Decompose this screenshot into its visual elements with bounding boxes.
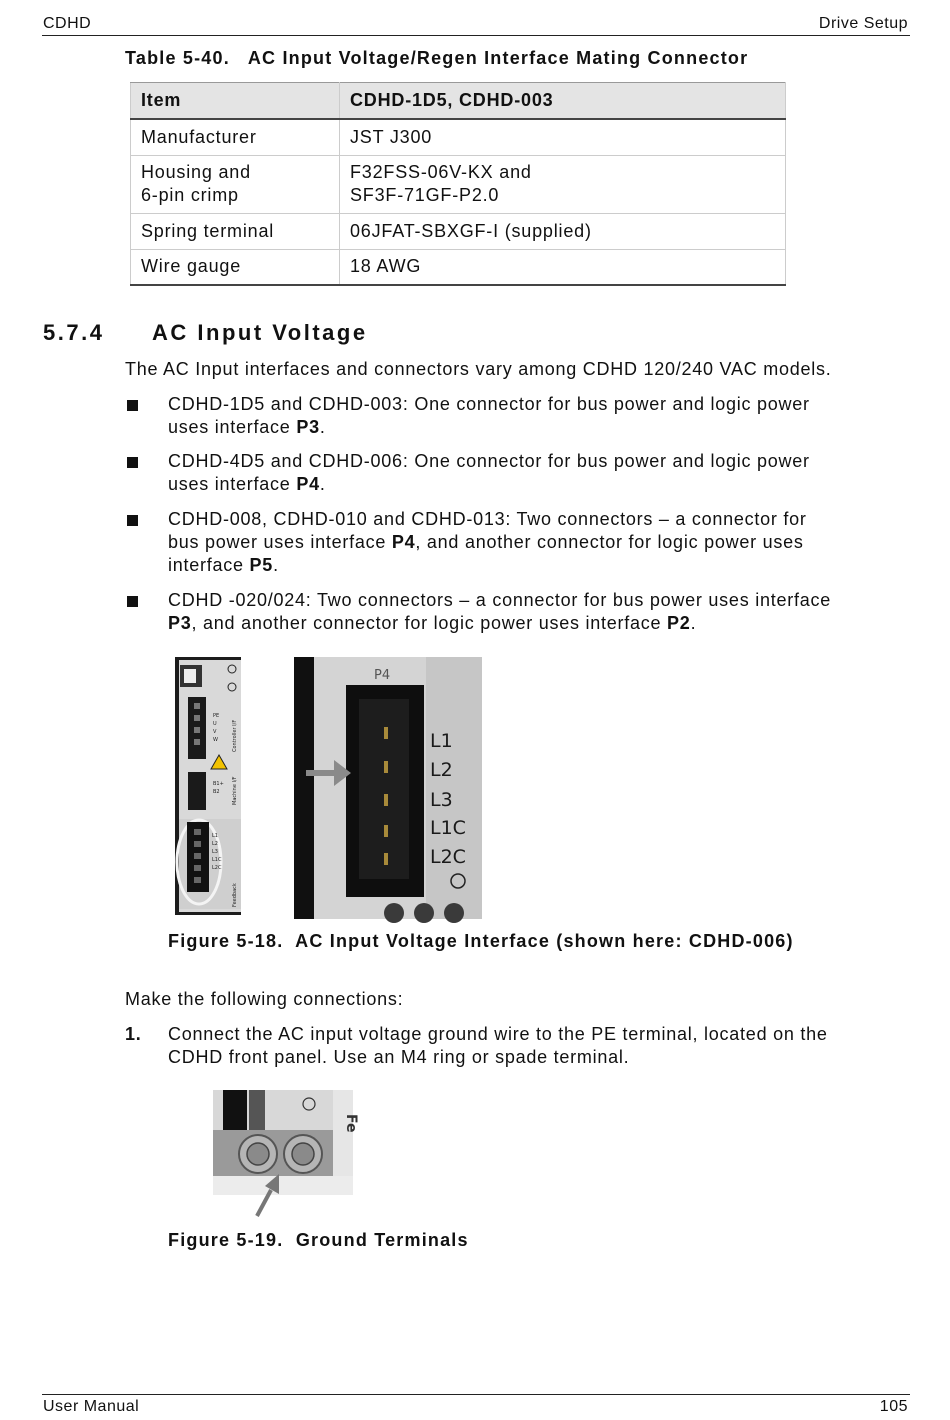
table-cell-line: F32FSS-06V-KX and: [350, 162, 532, 182]
connector-label: P4: [374, 668, 391, 683]
bullet-square-icon: [127, 400, 138, 411]
column-header-models: CDHD-1D5, CDHD-003: [340, 83, 786, 120]
panel-label: Machine I/F: [232, 776, 238, 805]
bullet-text: , and another connector for logic power uses interface: [191, 613, 668, 633]
table-cell-item: Manufacturer: [131, 119, 340, 155]
section-number: 5.7.4: [43, 320, 105, 345]
bullet-text: interface: [168, 555, 250, 575]
footer-rule: [42, 1394, 910, 1395]
step-text: [168, 1023, 928, 1069]
table-row: [131, 155, 786, 213]
panel-label: Controller I/F: [232, 719, 238, 752]
table-header-row: [131, 83, 786, 120]
table-caption: Table 5-40. AC Input Voltage/Regen Interface Mating Connector: [125, 48, 749, 68]
bullet-item: [168, 508, 928, 577]
running-header-left: CDHD: [43, 15, 92, 32]
pin-label: L3: [430, 789, 453, 811]
column-header-item: Item: [131, 83, 340, 120]
panel-label: L3: [212, 849, 218, 855]
table-cell-value: JST J300: [340, 119, 786, 155]
bullet-text: .: [319, 474, 326, 494]
mating-connector-table: [130, 82, 786, 286]
bullet-text: CDHD -020/024: Two connectors – a connector for bus power uses interface: [168, 590, 831, 610]
figure-caption: Figure 5-18. AC Input Voltage Interface (shown here: CDHD-006): [168, 931, 794, 951]
running-footer-left: User Manual: [43, 1398, 140, 1415]
table-row: [131, 249, 786, 285]
p4-connector-closeup-photo: [276, 657, 482, 919]
section-title: AC Input Voltage: [152, 320, 368, 345]
interface-ref: P4: [391, 532, 416, 552]
bullet-text: uses interface: [168, 417, 297, 437]
table-cell-item: Spring terminal: [131, 213, 340, 249]
feedback-label-fragment: Fe: [343, 1114, 359, 1133]
drive-front-panel-photo: [175, 657, 241, 915]
panel-label: PE: [213, 713, 220, 719]
panel-label: L2C: [212, 865, 222, 871]
step-number: 1.: [125, 1024, 142, 1044]
table-cell-line: SF3F-71GF-P2.0: [350, 185, 500, 205]
bullet-item: [168, 589, 928, 635]
pin-label: L2C: [430, 846, 466, 868]
pin-label: L1: [430, 730, 453, 752]
table-cell-line: Housing and: [141, 162, 251, 182]
panel-label: L1C: [212, 857, 222, 863]
table-cell-line: 6-pin crimp: [141, 185, 239, 205]
panel-label: W: [213, 737, 218, 743]
pin-label: L1C: [430, 817, 466, 839]
bullet-text: , and another connector for logic power uses: [415, 532, 804, 552]
bullet-text: .: [319, 417, 326, 437]
interface-ref: P5: [249, 555, 274, 575]
table-cell-value: 06JFAT-SBXGF-I (supplied): [340, 213, 786, 249]
panel-label: L1: [212, 833, 218, 839]
panel-label: B1+: [213, 781, 224, 787]
interface-ref: P2: [667, 613, 691, 633]
bullet-text: uses interface: [168, 474, 297, 494]
figure-caption: Figure 5-19. Ground Terminals: [168, 1230, 469, 1250]
intro-paragraph: The AC Input interfaces and connectors vary among CDHD 120/240 VAC models.: [125, 359, 832, 379]
panel-label: Feedback: [232, 883, 238, 907]
interface-ref: P3: [296, 417, 320, 437]
bullet-square-icon: [127, 457, 138, 468]
bullet-item: [168, 450, 928, 496]
bullet-square-icon: [127, 596, 138, 607]
interface-ref: P4: [296, 474, 320, 494]
interface-ref: P3: [168, 613, 192, 633]
table-cell-item: Wire gauge: [131, 249, 340, 285]
pin-label: L2: [430, 759, 453, 781]
bullet-square-icon: [127, 515, 138, 526]
bullet-text: CDHD-008, CDHD-010 and CDHD-013: Two connectors – a connector for: [168, 509, 807, 529]
bullet-text: CDHD-4D5 and CDHD-006: One connector for bus power and logic power: [168, 451, 810, 471]
step-line: CDHD front panel. Use an M4 ring or spade terminal.: [168, 1047, 630, 1067]
page-number: 105: [879, 1398, 908, 1415]
step-line: Connect the AC input voltage ground wire to the PE terminal, located on the: [168, 1024, 828, 1044]
bullet-text: bus power uses interface: [168, 532, 392, 552]
bullet-text: CDHD-1D5 and CDHD-003: One connector for bus power and logic power: [168, 394, 810, 414]
table-cell-value: 18 AWG: [340, 249, 786, 285]
table-row: [131, 119, 786, 155]
connections-intro: Make the following connections:: [125, 989, 404, 1009]
bullet-text: .: [690, 613, 697, 633]
table-cell-value: [340, 155, 786, 213]
panel-label: L2: [212, 841, 218, 847]
table-cell-item: [131, 155, 340, 213]
header-rule: [42, 35, 910, 36]
bullet-text: .: [273, 555, 279, 575]
ground-terminals-photo: [213, 1090, 359, 1218]
table-row: [131, 213, 786, 249]
panel-label: V: [213, 729, 217, 735]
bullet-item: [168, 393, 928, 439]
running-header-right: Drive Setup: [818, 15, 908, 32]
panel-label: B2: [213, 789, 220, 795]
panel-label: U: [213, 721, 217, 727]
